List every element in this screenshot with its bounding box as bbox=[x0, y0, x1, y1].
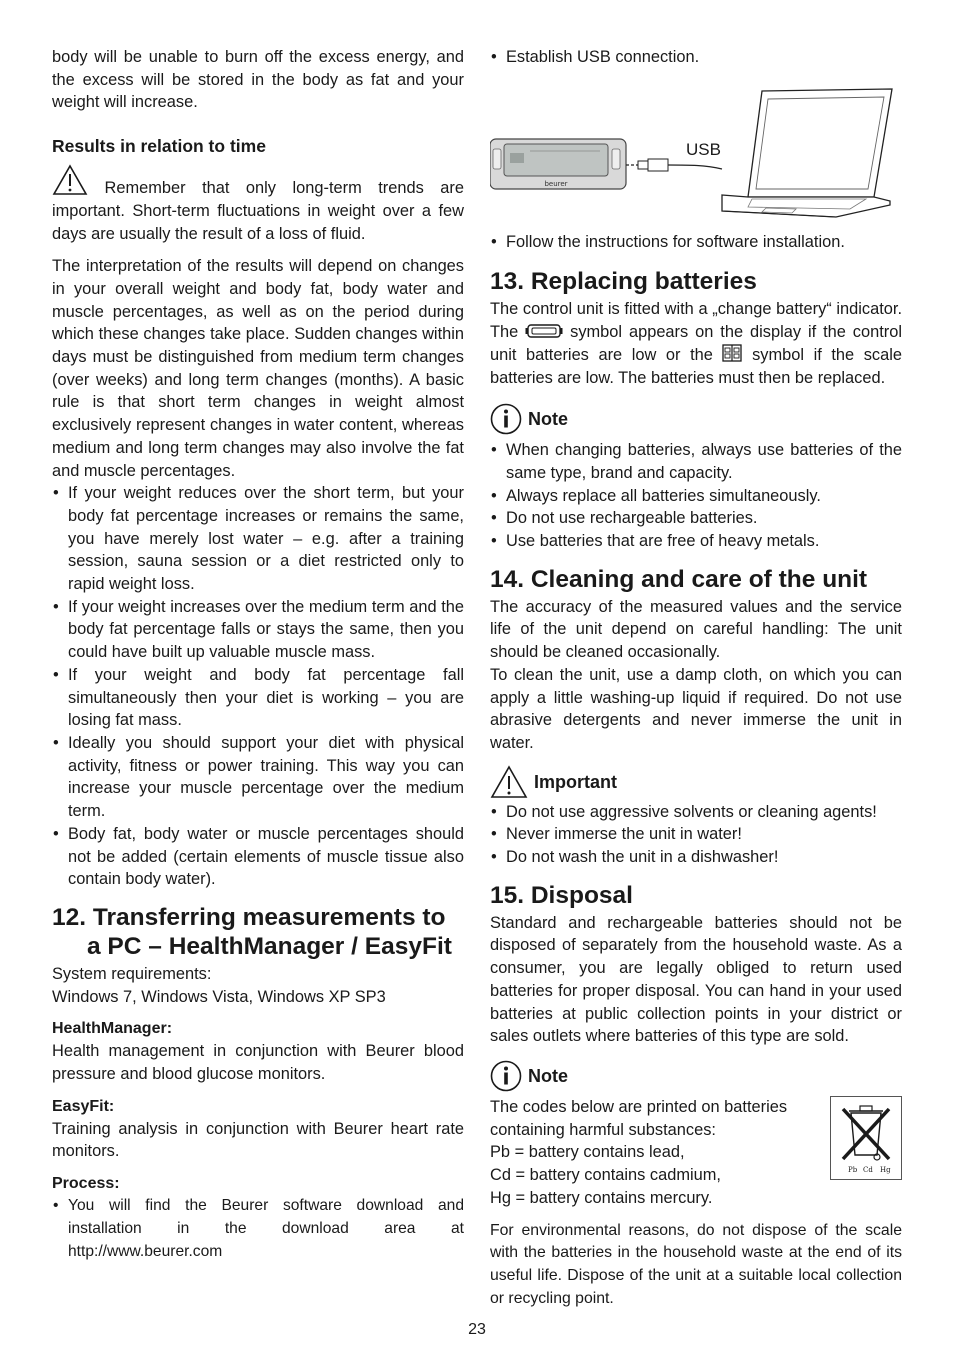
list-item: • If your weight increases over the medium term and the body fat percentage falls or stays the same, then you could have built up valuable muscle mass. bbox=[52, 596, 464, 664]
list-item: • When changing batteries, always use batteries of the same type, brand and capacity. bbox=[490, 439, 902, 484]
process-bullet: • You will find the Beurer software download and installation in the download area at http://www.beurer.com bbox=[52, 1195, 464, 1263]
usb-connection-figure bbox=[490, 73, 902, 223]
healthmanager-text: Health management in conjunction with Beurer blood pressure and blood glucose monitors. bbox=[52, 1042, 464, 1084]
warning-paragraph bbox=[52, 164, 464, 245]
section-14-paragraph-1: The accuracy of the measured values and the service life of the unit depend on careful handling: The unit should be cleaned occasionally. bbox=[490, 597, 902, 662]
sysreq-value: Windows 7, Windows Vista, Windows XP SP3 bbox=[52, 987, 386, 1006]
important-list bbox=[490, 801, 902, 869]
s13-text-part2: symbol appears on the display if the control unit batteries are low or the bbox=[490, 323, 902, 364]
warning-triangle-icon bbox=[490, 765, 528, 799]
easyfit-text: Training analysis in conjunction with Beurer heart rate monitors. bbox=[52, 1119, 464, 1161]
list-item: • Do not use rechargeable batteries. bbox=[490, 507, 902, 530]
bin-cd-label: Cd bbox=[863, 1165, 873, 1174]
section-15-paragraph-2: For environmental reasons, do not dispose of the scale with the batteries in the household waste at the end of its useful life. Dispose of the unit at a suitable local collection or recycling point. bbox=[490, 1221, 902, 1307]
note-list bbox=[490, 439, 902, 553]
sysreq-label: System requirements: bbox=[52, 964, 212, 983]
list-item: • If your weight reduces over the short term, but your body fat percentage increases or remains the same, you have merely lost water – e.g. after a training session, sauna session or a diet restricted only to rapid weight loss. bbox=[52, 482, 464, 596]
list-item: • Never immerse the unit in water! bbox=[490, 823, 902, 846]
section-15-heading: 15. Disposal bbox=[490, 881, 633, 909]
section-13-paragraph bbox=[490, 298, 902, 389]
s13-text-part1: The control unit is fitted with a „change battery“ indicator. The bbox=[490, 300, 902, 342]
left-column bbox=[52, 46, 464, 1263]
usb-illustration bbox=[490, 73, 902, 223]
important-heading bbox=[490, 765, 902, 799]
process-heading: Process: bbox=[52, 1175, 120, 1193]
easyfit-heading: EasyFit: bbox=[52, 1097, 115, 1115]
code-pb: Pb = battery contains lead, bbox=[490, 1143, 685, 1162]
section-13-heading: 13. Replacing batteries bbox=[490, 268, 757, 296]
code-hg: Hg = battery contains mercury. bbox=[490, 1188, 713, 1207]
section-12-title-line2: a PC – HealthManager / EasyFit bbox=[87, 932, 452, 960]
section-14-paragraph-2: To clean the unit, use a damp cloth, on which you can apply a little washing-up liquid if required. Do not use abrasive detergents and never immerse the unit in water. bbox=[490, 665, 902, 752]
section-14-heading: 14. Cleaning and care of the unit bbox=[490, 565, 868, 593]
note-heading bbox=[490, 403, 902, 435]
codes-intro: The codes below are printed on batteries containing harmful substances: bbox=[490, 1097, 788, 1139]
usb-label: USB bbox=[686, 139, 721, 159]
intro-paragraph: body will be unable to burn off the excess energy, and the excess will be stored in the body as fat and your weight will increase. bbox=[52, 48, 464, 112]
battery-codes-block bbox=[490, 1096, 902, 1210]
section-12-number: 12. bbox=[52, 903, 87, 931]
warning-text: Remember that only long-term trends are important. Short-term fluctuations in weight over a few days are usually the result of a loss of fluid. bbox=[52, 179, 464, 243]
section-15-paragraph-1: Standard and rechargeable batteries should not be disposed of separately from the household waste. As a consumer, you are legally obliged to return used batteries for proper disposal. You can hand in your used batteries at public collection points in your district or sales outlets where batteries of this type are sold. bbox=[490, 913, 902, 1046]
usb-bullet: • Establish USB connection. bbox=[490, 46, 902, 69]
right-column bbox=[490, 46, 902, 1310]
interpretation-list bbox=[52, 482, 464, 891]
s13-text-part3: symbol if the scale batteries are low. The batteries must then be replaced. bbox=[490, 345, 902, 387]
note2-heading bbox=[490, 1060, 902, 1092]
warning-triangle-icon bbox=[52, 164, 88, 196]
scale-battery-icon bbox=[722, 344, 742, 362]
info-icon bbox=[490, 1060, 522, 1092]
healthmanager-heading: HealthManager: bbox=[52, 1020, 173, 1038]
list-item: • Use batteries that are free of heavy metals. bbox=[490, 530, 902, 553]
list-item: • Ideally you should support your diet with physical activity, fitness or power training. This way you can increase your muscle percentage over the medium term. bbox=[52, 732, 464, 823]
section-12-title-line1: Transferring measurements to bbox=[92, 903, 446, 931]
important-label: Important bbox=[534, 771, 617, 792]
list-item: • Do not wash the unit in a dishwasher! bbox=[490, 846, 902, 869]
interpretation-paragraph: The interpretation of the results will depend on changes in your overall weight and body fat, body water and muscle percentages, as well as on the period during which these changes take place. Sudden changes within days must be distinguished from medium term changes (over weeks) and long term changes (months). A basic rule is that short term changes in weight almost exclusively represent changes in water content, whereas medium and long term changes may also involve the fat and muscle percentages. bbox=[52, 257, 464, 480]
results-heading: Results in relation to time bbox=[52, 136, 266, 157]
note2-label: Note bbox=[528, 1065, 568, 1086]
section-12-heading bbox=[52, 903, 464, 961]
list-item: • Do not use aggressive solvents or cleaning agents! bbox=[490, 801, 902, 824]
device-brand-label: beurer bbox=[544, 179, 568, 188]
list-item: • Body fat, body water or muscle percentages should not be added (certain elements of muscle tissue also contain body water). bbox=[52, 823, 464, 891]
list-item: • Always replace all batteries simultaneously. bbox=[490, 485, 902, 508]
info-icon bbox=[490, 403, 522, 435]
list-item: • If your weight and body fat percentage fall simultaneously then your diet is working – you are losing fat mass. bbox=[52, 664, 464, 732]
bin-pb-label: Pb bbox=[848, 1165, 858, 1174]
bin-hg-label: Hg bbox=[880, 1165, 891, 1174]
crossed-bin-icon bbox=[830, 1096, 902, 1180]
note-label: Note bbox=[528, 409, 568, 430]
laptop-icon bbox=[722, 89, 892, 217]
page-number: 23 bbox=[468, 1321, 486, 1338]
install-bullet: • Follow the instructions for software installation. bbox=[490, 231, 902, 254]
control-unit-icon bbox=[490, 139, 626, 189]
code-cd: Cd = battery contains cadmium, bbox=[490, 1166, 721, 1185]
control-unit-battery-icon bbox=[525, 323, 563, 339]
